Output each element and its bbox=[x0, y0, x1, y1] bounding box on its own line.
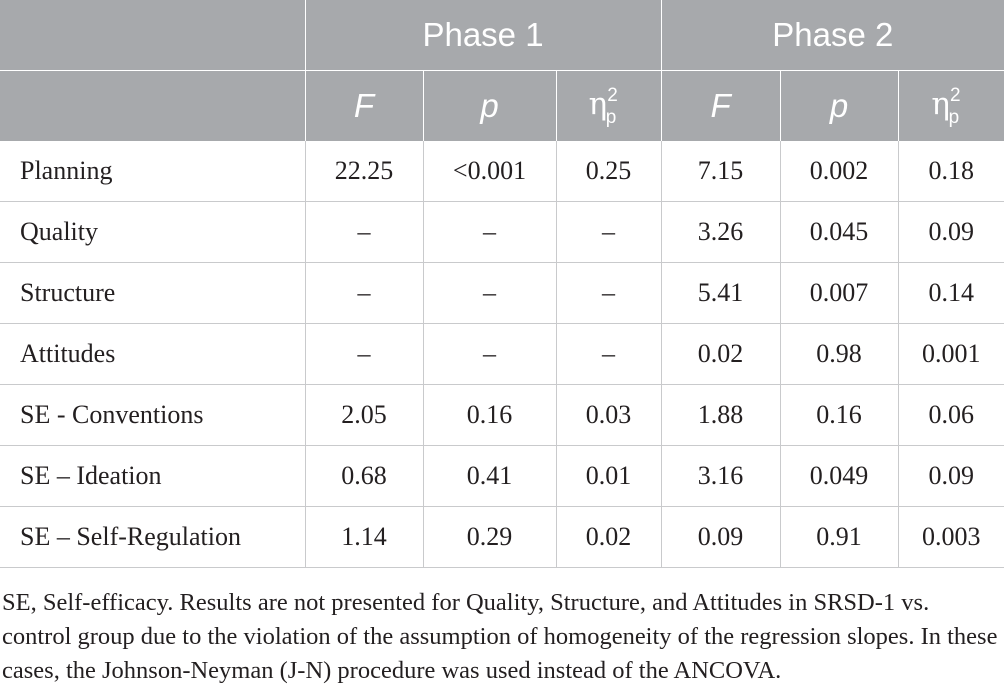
table-cell: 0.16 bbox=[423, 385, 556, 446]
table-cell: 0.001 bbox=[898, 324, 1004, 385]
row-label: Quality bbox=[0, 202, 305, 263]
table-row bbox=[0, 141, 1004, 202]
row-label: Planning bbox=[0, 141, 305, 202]
row-label: Structure bbox=[0, 263, 305, 324]
table-cell: 0.14 bbox=[898, 263, 1004, 324]
table-footnote: SE, Self-efficacy. Results are not presented for Quality, Structure, and Attitudes in SRSD-1 vs. control group due to the violation of the assumption of homogeneity of the regression slopes. In these cases, the Johnson-Neyman (J-N) procedure was used instead of the ANCOVA. bbox=[2, 589, 998, 684]
phase-1-f-header: F bbox=[305, 71, 423, 141]
stat-corner-cell bbox=[0, 71, 305, 141]
table-cell: – bbox=[423, 263, 556, 324]
phase-2-eta-header bbox=[898, 71, 1004, 141]
table-cell: 3.16 bbox=[661, 446, 780, 507]
table-row bbox=[0, 507, 1004, 568]
table-cell: – bbox=[423, 324, 556, 385]
phase-2-p-header: p bbox=[780, 71, 898, 141]
table-row bbox=[0, 324, 1004, 385]
table-cell: 0.002 bbox=[780, 141, 898, 202]
eta-symbol: η bbox=[931, 85, 950, 122]
phase-1-p-header: p bbox=[423, 71, 556, 141]
row-label: SE – Ideation bbox=[0, 446, 305, 507]
table-cell: 0.03 bbox=[556, 385, 661, 446]
table-cell: 1.14 bbox=[305, 507, 423, 568]
row-label: SE - Conventions bbox=[0, 385, 305, 446]
table-cell: 0.09 bbox=[898, 202, 1004, 263]
table-header bbox=[0, 0, 1004, 141]
eta-superscript: 2 bbox=[949, 84, 961, 106]
table-cell: – bbox=[305, 324, 423, 385]
table-cell: – bbox=[556, 324, 661, 385]
eta-superscript: 2 bbox=[607, 84, 618, 106]
table-cell: 5.41 bbox=[661, 263, 780, 324]
table-cell: 3.26 bbox=[661, 202, 780, 263]
eta-subscript: p bbox=[605, 107, 617, 129]
table-cell: 0.98 bbox=[780, 324, 898, 385]
row-label: Attitudes bbox=[0, 324, 305, 385]
table-cell: – bbox=[305, 202, 423, 263]
table-cell: <0.001 bbox=[423, 141, 556, 202]
corner-cell bbox=[0, 0, 305, 71]
table-cell: 0.01 bbox=[556, 446, 661, 507]
table-cell: 0.045 bbox=[780, 202, 898, 263]
table-cell: 0.16 bbox=[780, 385, 898, 446]
table-cell: 0.003 bbox=[898, 507, 1004, 568]
table-row bbox=[0, 202, 1004, 263]
table-cell: 0.007 bbox=[780, 263, 898, 324]
table-row bbox=[0, 446, 1004, 507]
table-cell: 0.91 bbox=[780, 507, 898, 568]
table-cell: – bbox=[556, 202, 661, 263]
table-cell: 7.15 bbox=[661, 141, 780, 202]
eta-subscript: p bbox=[948, 107, 960, 129]
table-cell: 0.06 bbox=[898, 385, 1004, 446]
stat-header-row bbox=[0, 71, 1004, 141]
table-cell: 0.68 bbox=[305, 446, 423, 507]
table-row bbox=[0, 385, 1004, 446]
phase-1-eta-header bbox=[556, 71, 661, 141]
table-cell: 2.05 bbox=[305, 385, 423, 446]
table-cell: 0.18 bbox=[898, 141, 1004, 202]
table-body bbox=[0, 141, 1004, 568]
table-row bbox=[0, 263, 1004, 324]
table-cell: 0.25 bbox=[556, 141, 661, 202]
phase-1-header: Phase 1 bbox=[305, 0, 661, 71]
eta-symbol: η bbox=[588, 85, 608, 122]
table-cell: – bbox=[305, 263, 423, 324]
table-cell: 0.02 bbox=[556, 507, 661, 568]
table-cell: 0.29 bbox=[423, 507, 556, 568]
phase-2-f-header: F bbox=[661, 71, 780, 141]
row-label: SE – Self-Regulation bbox=[0, 507, 305, 568]
table-cell: – bbox=[423, 202, 556, 263]
phase-header-row bbox=[0, 0, 1004, 71]
table-cell: 0.09 bbox=[898, 446, 1004, 507]
table-cell: 1.88 bbox=[661, 385, 780, 446]
table-cell: – bbox=[556, 263, 661, 324]
table-cell: 0.02 bbox=[661, 324, 780, 385]
table-cell: 0.049 bbox=[780, 446, 898, 507]
phase-2-header: Phase 2 bbox=[661, 0, 1004, 71]
table-cell: 0.41 bbox=[423, 446, 556, 507]
table-cell: 0.09 bbox=[661, 507, 780, 568]
table-cell: 22.25 bbox=[305, 141, 423, 202]
